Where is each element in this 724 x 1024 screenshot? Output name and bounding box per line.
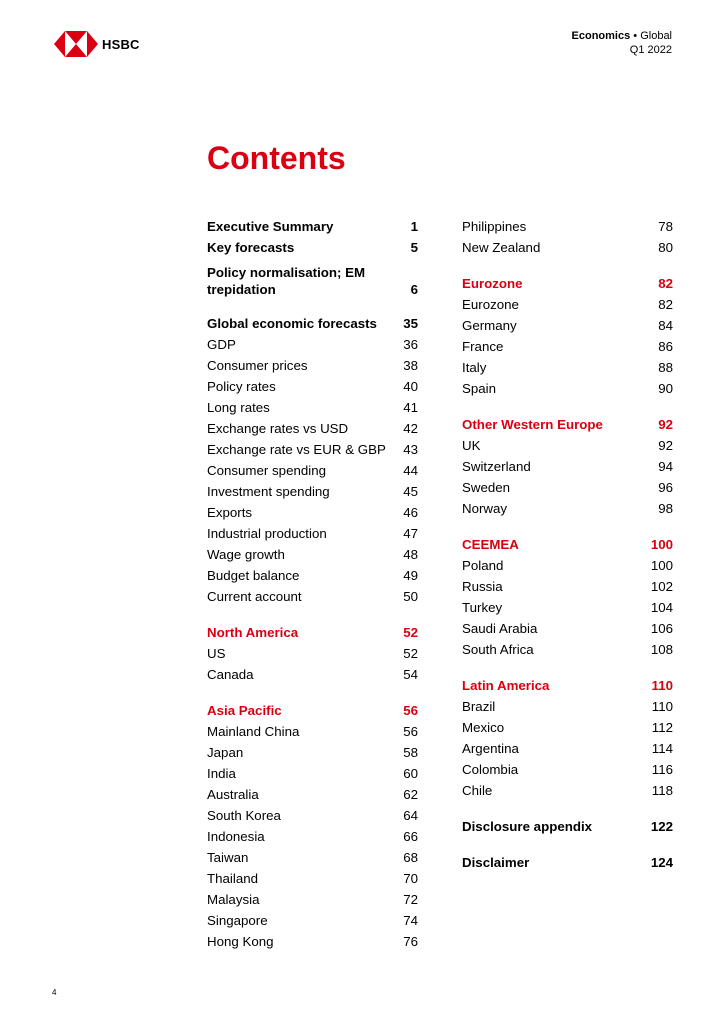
toc-entry[interactable] bbox=[207, 237, 418, 258]
toc-entry[interactable] bbox=[462, 294, 673, 315]
toc-entry[interactable] bbox=[207, 397, 418, 418]
toc-entry[interactable] bbox=[462, 378, 673, 399]
toc-entry-page: 76 bbox=[403, 934, 418, 949]
toc-entry-label: South Africa bbox=[462, 642, 534, 657]
hsbc-hexagon-icon bbox=[54, 31, 98, 57]
toc-entry[interactable] bbox=[207, 721, 418, 742]
toc-entry-page: 82 bbox=[658, 276, 673, 291]
toc-entry-page: 118 bbox=[651, 783, 673, 798]
toc-entry-page: 116 bbox=[651, 762, 673, 777]
toc-entry-label: Eurozone bbox=[462, 276, 523, 291]
toc-entry-page: 47 bbox=[403, 526, 418, 541]
toc-entry-page: 122 bbox=[650, 819, 673, 834]
toc-entry[interactable] bbox=[462, 675, 673, 696]
toc-entry-page: 41 bbox=[403, 400, 418, 415]
toc-entry-page: 1 bbox=[410, 219, 418, 234]
toc-entry[interactable] bbox=[462, 534, 673, 555]
header-period: Q1 2022 bbox=[629, 44, 672, 56]
toc-entry-page: 92 bbox=[658, 417, 673, 432]
toc-entry[interactable] bbox=[207, 868, 418, 889]
toc-entry-label: Disclaimer bbox=[462, 855, 530, 870]
toc-entry-label: Brazil bbox=[462, 699, 496, 714]
toc-entry[interactable] bbox=[207, 664, 418, 685]
toc-entry-label: Industrial production bbox=[207, 526, 327, 541]
toc-entry-label: Hong Kong bbox=[207, 934, 274, 949]
toc-entry-label: Colombia bbox=[462, 762, 519, 777]
toc-entry-label: Mexico bbox=[462, 720, 505, 735]
toc-entry[interactable] bbox=[207, 847, 418, 868]
toc-entry-label: US bbox=[207, 646, 226, 661]
section-gap bbox=[207, 298, 418, 313]
toc-entry-label: Latin America bbox=[462, 678, 550, 693]
toc-entry-label: Poland bbox=[462, 558, 504, 573]
toc-entry-page: 80 bbox=[658, 240, 673, 255]
toc-entry-label: CEEMEA bbox=[462, 537, 519, 552]
toc-entry[interactable] bbox=[462, 597, 673, 618]
toc-entry-label: Wage growth bbox=[207, 547, 285, 562]
toc-entry[interactable] bbox=[462, 618, 673, 639]
toc-entry-label: Taiwan bbox=[207, 850, 249, 865]
toc-entry[interactable] bbox=[207, 931, 418, 952]
toc-entry-page: 112 bbox=[651, 720, 673, 735]
section-gap bbox=[207, 685, 418, 700]
toc-entry[interactable] bbox=[207, 313, 418, 334]
toc-entry-page: 43 bbox=[403, 442, 418, 457]
toc-entry[interactable] bbox=[207, 784, 418, 805]
page-number: 4 bbox=[52, 988, 57, 997]
toc-entry-page: 110 bbox=[651, 678, 673, 693]
toc-entry-page: 62 bbox=[403, 787, 418, 802]
toc-entry-label: Indonesia bbox=[207, 829, 265, 844]
toc-entry-page: 49 bbox=[403, 568, 418, 583]
toc-entry[interactable] bbox=[462, 498, 673, 519]
toc-entry[interactable] bbox=[462, 717, 673, 738]
toc-entry-label: Exchange rates vs USD bbox=[207, 421, 349, 436]
toc-entry[interactable] bbox=[207, 805, 418, 826]
toc-entry-label: UK bbox=[462, 438, 481, 453]
toc-entry[interactable] bbox=[207, 742, 418, 763]
toc-entry-label: India bbox=[207, 766, 236, 781]
toc-entry-page: 58 bbox=[403, 745, 418, 760]
toc-entry-page: 40 bbox=[403, 379, 418, 394]
toc-entry-label: Sweden bbox=[462, 480, 511, 495]
toc-entry[interactable] bbox=[462, 435, 673, 456]
toc-entry-page: 82 bbox=[658, 297, 673, 312]
toc-entry-label: Italy bbox=[462, 360, 487, 375]
toc-entry-page: 38 bbox=[403, 358, 418, 373]
toc-entry[interactable] bbox=[207, 586, 418, 607]
toc-entry[interactable] bbox=[207, 763, 418, 784]
toc-entry-label: Thailand bbox=[207, 871, 259, 886]
toc-entry[interactable] bbox=[207, 565, 418, 586]
toc-entry-page: 60 bbox=[403, 766, 418, 781]
toc-entry-label: Long rates bbox=[207, 400, 270, 415]
toc-entry-label: Current account bbox=[207, 589, 302, 604]
toc-entry-label: North America bbox=[207, 625, 299, 640]
toc-entry[interactable] bbox=[207, 643, 418, 664]
toc-entry[interactable] bbox=[462, 555, 673, 576]
toc-entry[interactable] bbox=[207, 355, 418, 376]
toc-entry-label: Spain bbox=[462, 381, 497, 396]
toc-entry-label: Budget balance bbox=[207, 568, 300, 583]
toc-entry[interactable] bbox=[462, 852, 673, 873]
toc-entry-page: 96 bbox=[658, 480, 673, 495]
toc-entry-page: 92 bbox=[658, 438, 673, 453]
toc-entry-label: Investment spending bbox=[207, 484, 330, 499]
toc-entry-page: 110 bbox=[651, 699, 673, 714]
toc-entry-label: Executive Summary bbox=[207, 219, 334, 234]
toc-entry-page: 114 bbox=[651, 741, 673, 756]
toc-entry-label: Policy rates bbox=[207, 379, 276, 394]
toc-entry-page: 104 bbox=[650, 600, 673, 615]
toc-entry-label: Key forecasts bbox=[207, 240, 295, 255]
toc-entry[interactable] bbox=[207, 460, 418, 481]
toc-entry-label: Eurozone bbox=[462, 297, 519, 312]
toc-entry-label: Saudi Arabia bbox=[462, 621, 538, 636]
toc-entry-label: Malaysia bbox=[207, 892, 260, 907]
header-section: Economics bbox=[571, 30, 631, 42]
section-gap bbox=[462, 801, 673, 816]
toc-entry[interactable] bbox=[462, 816, 673, 837]
toc-entry-page: 84 bbox=[658, 318, 673, 333]
toc-entry-label: Exports bbox=[207, 505, 253, 520]
toc-entry-label: Philippines bbox=[462, 219, 527, 234]
toc-entry-page: 5 bbox=[410, 240, 418, 255]
section-gap bbox=[462, 519, 673, 534]
toc-entry-label: Policy normalisation; EM trepidation bbox=[207, 265, 366, 297]
toc-entry-label: Australia bbox=[207, 787, 259, 802]
toc-entry-page: 78 bbox=[658, 219, 673, 234]
toc-entry-page: 94 bbox=[658, 459, 673, 474]
header-scope: Global bbox=[640, 30, 672, 42]
toc-entry-page: 52 bbox=[403, 646, 418, 661]
toc-entry[interactable] bbox=[207, 258, 418, 298]
toc-entry[interactable] bbox=[207, 439, 418, 460]
toc-entry-page: 56 bbox=[403, 724, 418, 739]
toc-entry-page: 74 bbox=[403, 913, 418, 928]
toc-entry-label: GDP bbox=[207, 337, 236, 352]
toc-entry-page: 35 bbox=[403, 316, 418, 331]
toc-entry-label: New Zealand bbox=[462, 240, 541, 255]
toc-entry-page: 90 bbox=[658, 381, 673, 396]
toc-entry[interactable] bbox=[462, 315, 673, 336]
toc-entry-label: Chile bbox=[462, 783, 493, 798]
toc-entry-page: 68 bbox=[403, 850, 418, 865]
toc-entry-page: 102 bbox=[650, 579, 673, 594]
toc-entry-label: Asia Pacific bbox=[207, 703, 282, 718]
toc-entry-label: Mainland China bbox=[207, 724, 300, 739]
toc-entry-page: 88 bbox=[658, 360, 673, 375]
toc-entry-label: France bbox=[462, 339, 504, 354]
toc-entry[interactable] bbox=[207, 910, 418, 931]
toc-entry[interactable] bbox=[207, 481, 418, 502]
toc-entry[interactable] bbox=[462, 336, 673, 357]
toc-entry-label: Switzerland bbox=[462, 459, 531, 474]
toc-entry-label: Turkey bbox=[462, 600, 503, 615]
bullet-separator: • bbox=[633, 30, 638, 42]
hsbc-logo bbox=[54, 31, 140, 57]
toc-entry-page: 56 bbox=[403, 703, 418, 718]
toc-entry-label: South Korea bbox=[207, 808, 281, 823]
section-gap bbox=[462, 660, 673, 675]
toc-entry-page: 6 bbox=[410, 282, 418, 297]
toc-entry-page: 100 bbox=[650, 558, 673, 573]
toc-right-column bbox=[462, 216, 673, 873]
toc-entry-page: 45 bbox=[403, 484, 418, 499]
toc-entry-page: 64 bbox=[403, 808, 418, 823]
toc-left-column bbox=[207, 216, 418, 952]
toc-entry-label: Argentina bbox=[462, 741, 519, 756]
toc-entry-label: Singapore bbox=[207, 913, 268, 928]
toc-entry[interactable] bbox=[207, 376, 418, 397]
toc-entry[interactable] bbox=[462, 780, 673, 801]
logo-text: HSBC bbox=[102, 36, 140, 52]
toc-entry[interactable] bbox=[207, 502, 418, 523]
toc-entry-label: Germany bbox=[462, 318, 517, 333]
toc-entry[interactable] bbox=[207, 216, 418, 237]
toc-entry-page: 72 bbox=[403, 892, 418, 907]
section-gap bbox=[462, 837, 673, 852]
toc-entry-page: 50 bbox=[403, 589, 418, 604]
toc-entry-page: 44 bbox=[403, 463, 418, 478]
toc-entry[interactable] bbox=[462, 357, 673, 378]
toc-entry[interactable] bbox=[207, 622, 418, 643]
toc-entry[interactable] bbox=[462, 639, 673, 660]
toc-entry[interactable] bbox=[462, 456, 673, 477]
toc-entry[interactable] bbox=[207, 334, 418, 355]
section-gap bbox=[462, 399, 673, 414]
toc-entry-page: 66 bbox=[403, 829, 418, 844]
toc-entry-label: Global economic forecasts bbox=[207, 316, 377, 331]
toc-entry[interactable] bbox=[462, 414, 673, 435]
document-header bbox=[572, 29, 672, 57]
toc-entry-page: 70 bbox=[403, 871, 418, 886]
toc-entry-page: 108 bbox=[650, 642, 673, 657]
toc-entry-label: Consumer prices bbox=[207, 358, 308, 373]
toc-entry[interactable] bbox=[462, 576, 673, 597]
toc-entry-label: Exchange rate vs EUR & GBP bbox=[207, 442, 386, 457]
toc-entry-page: 106 bbox=[650, 621, 673, 636]
toc-entry[interactable] bbox=[462, 273, 673, 294]
toc-entry[interactable] bbox=[462, 477, 673, 498]
toc-entry[interactable] bbox=[462, 216, 673, 237]
toc-entry-label: Russia bbox=[462, 579, 503, 594]
toc-entry-page: 124 bbox=[650, 855, 673, 870]
toc-entry[interactable] bbox=[207, 523, 418, 544]
toc-entry-page: 42 bbox=[403, 421, 418, 436]
toc-entry[interactable] bbox=[462, 696, 673, 717]
section-gap bbox=[462, 258, 673, 273]
toc-entry[interactable] bbox=[207, 418, 418, 439]
toc-entry-page: 52 bbox=[403, 625, 418, 640]
toc-entry-page: 48 bbox=[403, 547, 418, 562]
toc-entry-label: Norway bbox=[462, 501, 508, 516]
toc-entry[interactable] bbox=[207, 700, 418, 721]
toc-entry-page: 98 bbox=[658, 501, 673, 516]
toc-entry-page: 54 bbox=[403, 667, 418, 682]
toc-entry[interactable] bbox=[207, 826, 418, 847]
toc-entry-label: Other Western Europe bbox=[462, 417, 603, 432]
toc-entry[interactable] bbox=[207, 544, 418, 565]
toc-entry[interactable] bbox=[462, 237, 673, 258]
section-gap bbox=[207, 607, 418, 622]
toc-entry-label: Canada bbox=[207, 667, 254, 682]
toc-entry-page: 86 bbox=[658, 339, 673, 354]
toc-entry-label: Japan bbox=[207, 745, 244, 760]
toc-entry-page: 36 bbox=[403, 337, 418, 352]
toc-entry[interactable] bbox=[462, 759, 673, 780]
toc-entry-label: Consumer spending bbox=[207, 463, 327, 478]
toc-entry[interactable] bbox=[207, 889, 418, 910]
page-title: Contents bbox=[207, 140, 346, 176]
toc-entry-page: 100 bbox=[650, 537, 673, 552]
toc-entry-label: Disclosure appendix bbox=[462, 819, 593, 834]
toc-entry-page: 46 bbox=[403, 505, 418, 520]
toc-entry[interactable] bbox=[462, 738, 673, 759]
